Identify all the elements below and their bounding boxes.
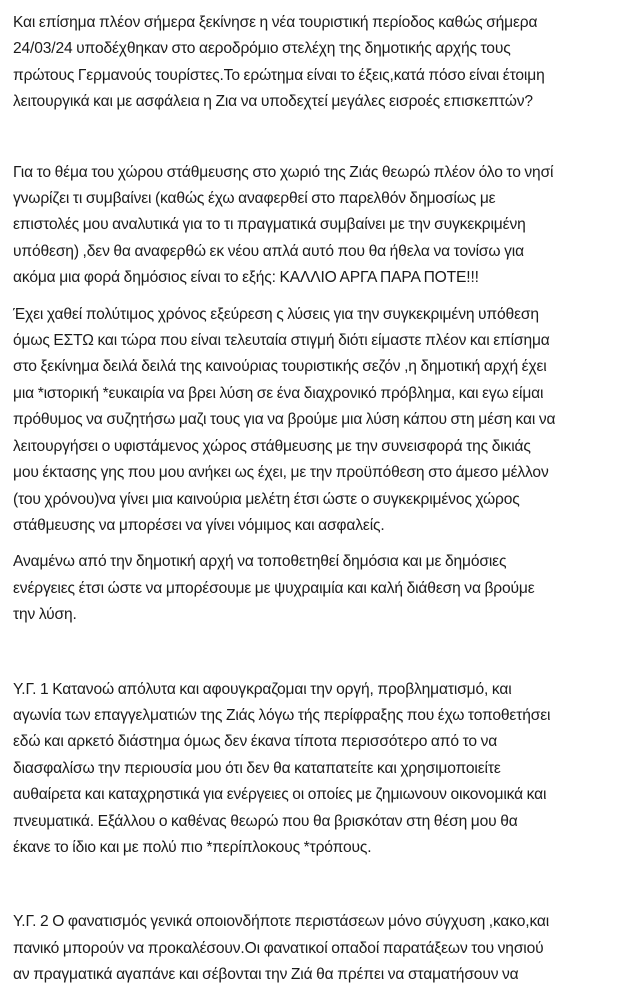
paragraph-spacer — [13, 292, 608, 302]
text-line: 24/03/24 υποδέχθηκαν στο αεροδρόμιο στελέχη της δημοτικής αρχής τους — [13, 40, 511, 58]
paragraph-spacer — [13, 861, 608, 909]
paragraph-postscript-1 — [13, 677, 608, 862]
paragraph-awaiting-response — [13, 549, 608, 628]
text-line: πρώτους Γερμανούς τουρίστες.Το ερώτημα είναι το έξεις,κατά πόσο είναι έτοιμη — [13, 66, 545, 84]
text-line: επιστολές μου αναλυτικά για το τι πραγματικά συμβαίνει με την συγκεκριμένη — [13, 216, 526, 234]
text-line: Αναμένω από την δημοτική αρχή να τοποθετηθεί δημόσια και με δημόσιες — [13, 553, 507, 571]
text-line: αυθαίρετα και καταχρηστικά για ενέργειες οι οποίες με ζημιωνουν οικονομικά και — [13, 786, 547, 804]
text-line: μου έκτασης γης που μου ανήκει ως έχει, με την προϋπόθεση στο άμεσο μέλλον — [13, 464, 549, 482]
text-line: ενέργειες έτσι ώστε να μπορέσουμε με ψυχραιμία και καλή διάθεση να βρούμε — [13, 579, 535, 597]
text-line: όμως ΕΣΤΩ και τώρα που είναι τελευταία στιγμή διότι είμαστε πλέον και επίσημα — [13, 332, 550, 350]
text-line: γνωρίζει τι συμβαίνει (καθώς έχω αναφερθεί στο παρελθόν δημοσίως με — [13, 190, 496, 208]
text-line: Και επίσημα πλέον σήμερα ξεκίνησε η νέα τουριστική περίοδος καθώς σήμερα — [13, 14, 538, 31]
text-line: (του χρόνου)να γίνει μια καινούρια μελέτη έτσι ώστε ο συγκεκριμένος χώρος — [13, 490, 520, 508]
text-line: στάθμευσης να μπορέσει να γίνει νόμιμος και ασφαλείς. — [13, 516, 385, 534]
text-line: πνευματικά. Εξάλλου ο καθένας θεωρώ που θα βρισκόταν στη θέση μου θα — [13, 812, 518, 830]
text-line: ακόμα μια φορά δημόσιος είναι το εξής: ΚΑΛΛΙΟ ΑΡΓΑ ΠΑΡΑ ΠΟΤΕ!!! — [13, 269, 479, 287]
text-line: πανικό μπορούν να προκαλέσουν.Οι φανατικοί οπαδοί παρατάξεων του νησιού — [13, 939, 544, 957]
paragraph-spacer — [13, 629, 608, 677]
text-line: Έχει χαθεί πολύτιμος χρόνος εξεύρεση ς λύσεις για την συγκεκριμένη υπόθεση — [13, 305, 539, 323]
text-line: πρόθυμος να συζητήσω μαζι τους για να βρούμε μια λύση κάπου στη μέση και να — [13, 411, 556, 429]
text-line: Υ.Γ. 2 Ο φανατισμός γενικά οποιονδήποτε περιστάσεων μόνο σύγχυση ,κακο,και — [13, 913, 550, 931]
text-line: μια *ιστορική *ευκαιρία να βρει λύση σε ένα διαχρονικό πρόβλημα, και εγω είμαι — [13, 384, 544, 402]
paragraph-postscript-2 — [13, 909, 608, 988]
text-line: εδώ και αρκετό διάστημα όμως δεν έκανα τίποτα περισσότερο από το να — [13, 733, 498, 751]
paragraph-spacer — [13, 116, 608, 160]
text-line: Υ.Γ. 1 Κατανοώ απόλυτα και αφουγκραζομαι την οργή, προβληματισμό, και — [13, 680, 512, 698]
text-line: έκανε το ίδιο και με πολύ πιο *περίπλοκους *τρόπους. — [13, 838, 372, 856]
text-line: λειτουργικά και με ασφάλεια η Ζια να υποδεχτεί μεγάλες εισροές επισκεπτών? — [13, 93, 533, 111]
paragraph-parking-topic — [13, 160, 608, 292]
text-line: Για το θέμα του χώρου στάθμευσης στο χωριό της Ζιάς θεωρώ πλέον όλο το νησί — [13, 163, 554, 181]
paragraph-spacer — [13, 539, 608, 549]
text-line: στο ξεκίνημα δειλά δειλά της καινούριας τουριστικής σεζόν ,η δημοτική αρχή έχει — [13, 358, 547, 376]
text-line: υπόθεση) ,δεν θα αναφερθώ εκ νέου απλά αυτό που θα ήθελα να τονίσω για — [13, 242, 524, 260]
text-line: αγωνία των επαγγελματιών της Ζιάς λόγω τής περίφραξης που έχω τοποθετήσει — [13, 706, 551, 724]
text-line: αν πραγματικά αγαπάνε και σέβονται την Ζιά θα πρέπει να σταματήσουν να — [13, 966, 519, 984]
paragraph-tourist-season — [13, 10, 608, 116]
text-line: διασφαλίσω την περιουσία μου ότι δεν θα καταπατείτε και χρησιμοποιείτε — [13, 759, 501, 777]
text-line: την λύση. — [13, 606, 77, 624]
text-line: λειτουργήσει ο υφιστάμενος χώρος στάθμευσης με την συνεισφορά της δικιάς — [13, 437, 531, 455]
paragraph-lost-time — [13, 302, 608, 540]
